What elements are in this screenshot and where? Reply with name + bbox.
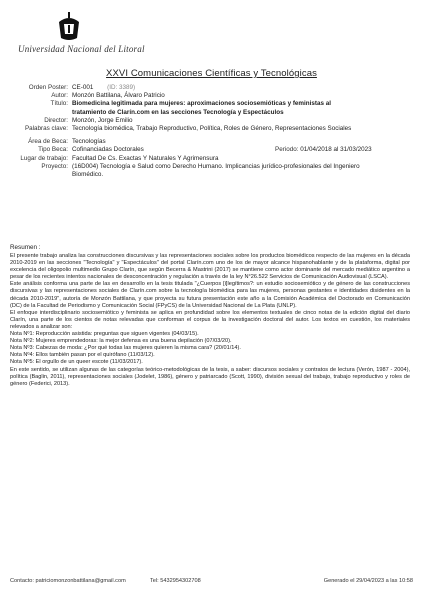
periodo-value: 01/04/2018 al 31/03/2023 bbox=[300, 146, 372, 154]
resumen-paragraph: El enfoque interdisciplinario sociosemiótico y feminista se aplica en profundidad sobre los elementos textuales de cinco notas de la edición digital del diario Clarín, una parte de los cientos de notas relevadas que conforman el corpus de la investigación doctoral del autor. Los textos en cuestión, los materiales relevados a analizar son: bbox=[10, 309, 410, 330]
proyecto-line-1: (16D004) Tecnología e Salud como Derecho Humano. Implicancias jurídico-profesionales del Ingeniero bbox=[72, 162, 360, 170]
lugar-trabajo-value: Facultad De Cs. Exactas Y Naturales Y Agrimensura bbox=[72, 154, 219, 162]
footer-contact: Contacto: patriciomonzonbattilana@gmail.com bbox=[10, 578, 126, 584]
row-director bbox=[10, 117, 410, 125]
orden-poster-id: (ID: 3389) bbox=[107, 84, 136, 91]
university-crest-icon bbox=[56, 12, 82, 42]
autor-label: Autor: bbox=[51, 92, 68, 100]
lugar-trabajo-label: Lugar de trabajo: bbox=[20, 154, 68, 162]
proyecto-line-2: Biomédico. bbox=[72, 171, 104, 179]
area-beca-value: Tecnologías bbox=[72, 138, 106, 146]
row-autor bbox=[10, 92, 410, 100]
resumen-note: Nota Nº5: El orgullo de un queer escote (11/03/2017). bbox=[10, 359, 143, 366]
periodo-label: Periodo: bbox=[275, 146, 299, 154]
director-label: Director: bbox=[44, 116, 68, 124]
resumen-label: Resumen : bbox=[10, 244, 41, 251]
university-name: Universidad Nacional del Litoral bbox=[18, 44, 145, 54]
row-titulo bbox=[10, 100, 410, 116]
palabras-clave-value: Tecnología biomédica, Trabajo Reproductivo, Política, Roles de Género, Representaciones Sociales bbox=[72, 125, 352, 133]
row-area-beca bbox=[10, 138, 410, 146]
tipo-beca-value: Cofinanciadas Doctorales bbox=[72, 146, 144, 154]
autor-value: Monzón Battilana, Álvaro Patricio bbox=[72, 92, 165, 100]
row-lugar-trabajo bbox=[10, 155, 410, 163]
titulo-line-1: Biomedicina legitimada para mujeres: aproximaciones sociosemióticas y feministas al bbox=[72, 100, 331, 108]
resumen-paragraph: El presente trabajo analiza las construcciones discursivas y las representaciones sociales sobre los productos biomédicos respecto de las mujeres en la década 2010-2019 en las secciones "Tecnología" y "Espectáculos" del portal Clarín.com uno de los de mayor alcance hispanohablante y de la plataforma, digital por excelencia del oligopolio multimedio Grupo Clarín, que según Becerra & Mastrini (2017) se mantiene como actor dominante del mercado mediático argentino a pesar de los recientes intentos nacionales de desconcentración y regulación a través de la ley N°26.522 Servicios de Comunicación Audiovisual (LSCA). bbox=[10, 253, 410, 281]
palabras-clave-label: Palabras clave: bbox=[24, 125, 68, 133]
resumen-note: Nota Nº2: Mujeres emprendedoras: la mejor defensa es una buena depilación (07/03/20). bbox=[10, 338, 232, 345]
resumen-note: Nota Nº1: Reproducción asistida: preguntas que siguen vigentes (04/03/15). bbox=[10, 331, 199, 338]
resumen-paragraph: Este análisis conforma una parte de las en desarrollo en la tesis titulada "¿Cuerpos [i]legítimos?: un estudio sociosemiótico y de género de las construcciones discursivas y las representaciones sociales de Clarín.com sobre la tecnología biomédica para las mujeres, personas gestantes e identidades disidentes en la década 2010-2019", autoría de Monzón Battilana, y que proyecta su futura presentación este año a la Comisión Académica del Doctorado en Comunicación (DC) de la Facultad de Periodismo y Comunicación Social (FPyCS) de la Universidad Nacional de La Plata (UNLP). bbox=[10, 281, 410, 309]
tipo-beca-label: Tipo Beca: bbox=[38, 146, 68, 154]
resumen-note: Nota Nº3: Cabezas de moda: ¿Por qué todas las mujeres quieren la misma cara? (20/01/14). bbox=[10, 345, 241, 352]
conference-title: XXVI Comunicaciones Científicas y Tecnológicas bbox=[106, 68, 317, 79]
resumen-note: Nota Nº4: Ellos también pasan por el quirófano (11/03/12). bbox=[10, 352, 155, 359]
director-value: Monzón, Jorge Emilio bbox=[72, 116, 133, 124]
resumen-body bbox=[10, 253, 410, 388]
orden-poster-value: CE-001 bbox=[72, 84, 94, 91]
row-proyecto bbox=[10, 163, 410, 179]
proyecto-label: Proyecto: bbox=[41, 162, 68, 170]
orden-poster-label: Orden Poster: bbox=[28, 84, 68, 91]
titulo-line-2: tratamiento de Clarín.com en las secciones Tecnología y Espectáculos bbox=[72, 108, 284, 116]
titulo-label: Título: bbox=[50, 100, 68, 108]
university-logo bbox=[18, 12, 145, 54]
resumen-paragraph: En este sentido, se utilizan algunas de las categorías teórico-metodológicas de la tesis, a saber: discursos sociales y contratos de lectura (Verón, 1987 - 2004), política (Baglin, 2011), representaciones sociales (Jodelet, 1986), género y patriarcado (Scott, 1990), división sexual del trabajo, trabajo reproductivo y roles de género (Federici, 2013). bbox=[10, 366, 410, 387]
row-orden-poster bbox=[10, 84, 410, 92]
area-beca-label: Área de Beca: bbox=[28, 138, 68, 146]
metadata-block bbox=[10, 84, 410, 179]
row-palabras-clave bbox=[10, 125, 410, 133]
footer-generated: Generado el 29/04/2023 a las 10:58 bbox=[323, 578, 413, 584]
footer-tel: Tel: 5432954302708 bbox=[150, 578, 201, 584]
row-tipo-beca bbox=[10, 146, 410, 154]
